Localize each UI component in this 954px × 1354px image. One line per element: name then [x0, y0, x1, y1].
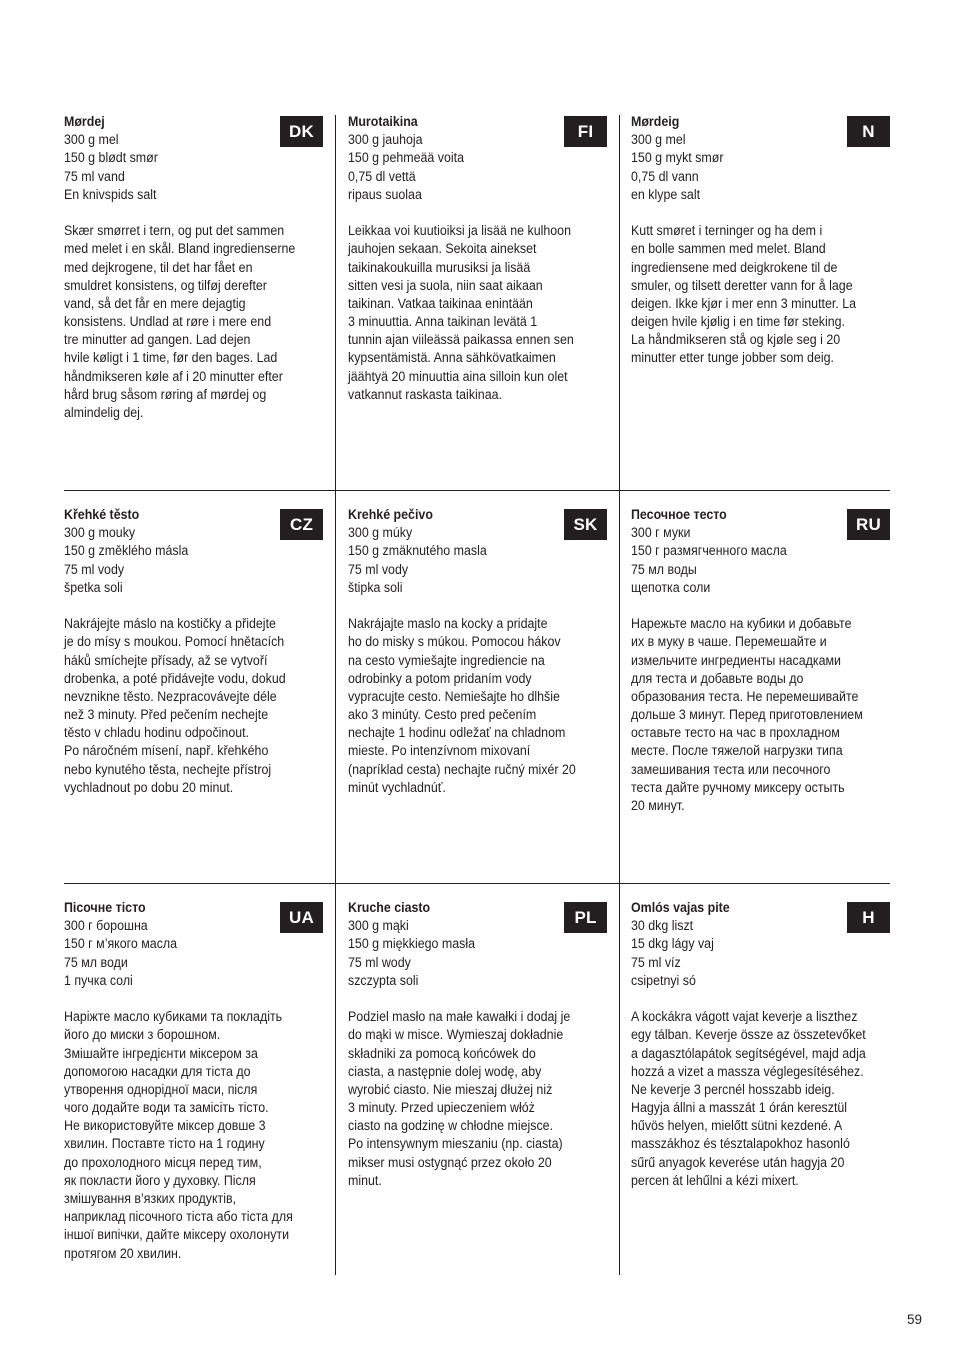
- ingredient-line: 300 g múky: [348, 525, 413, 541]
- language-badge: SK: [564, 509, 607, 540]
- ingredient-line: 30 dkg liszt: [631, 918, 694, 934]
- instructions-paragraph: [348, 1008, 607, 1190]
- ingredient-line: en klype salt: [631, 186, 701, 202]
- instruction-line: Нарежьте масло на кубики и добавьте: [631, 616, 852, 632]
- instruction-line: (napríklad cesta) nechajte ručný mixér 20: [348, 761, 576, 777]
- instruction-line: 3 minuuttia. Anna taikinan levätä 1: [348, 314, 538, 330]
- column-divider: [335, 115, 336, 1275]
- ingredient-line: 150 g mykt smør: [631, 150, 724, 166]
- instruction-line: háků smíchejte přísady, až se vytvoří: [64, 652, 268, 668]
- ingredient-line: 150 г размягченного масла: [631, 543, 787, 559]
- recipe-title: Mørdeig: [631, 114, 680, 129]
- instruction-line: замешивания теста или песочного: [631, 761, 831, 777]
- ingredient-line: 75 мл воды: [631, 561, 697, 577]
- instruction-line: 3 minuty. Przed upieczeniem włóż: [348, 1100, 535, 1116]
- instructions-paragraph: [64, 615, 323, 797]
- instruction-line: Змішайте інгредієнти міксером за: [64, 1045, 258, 1061]
- instruction-line: minutter etter tunge jobber som deig.: [631, 350, 834, 366]
- recipe-text: [348, 899, 607, 1190]
- language-badge: RU: [847, 509, 890, 540]
- instruction-line: egy tálban. Keverje össze az összetevőket: [631, 1027, 866, 1043]
- recipe-title: Kruche ciasto: [348, 900, 431, 915]
- instruction-line: deigen hvile kjølig i en time før steking.: [631, 314, 846, 330]
- language-badge: PL: [564, 902, 607, 933]
- row-divider: [64, 883, 890, 884]
- instruction-line: do mąki w misce. Wymieszaj dokładnie: [348, 1027, 564, 1043]
- instruction-line: змішування в’язких продуктів,: [64, 1191, 237, 1206]
- instruction-line: як покласти його у духовку. Після: [64, 1172, 256, 1188]
- instruction-line: Ne keverje 3 percnél hosszabb ideig.: [631, 1081, 835, 1097]
- instruction-line: minut.: [348, 1172, 382, 1188]
- instruction-line: Podziel masło na małe kawałki i dodaj je: [348, 1009, 571, 1025]
- instruction-line: vypracujte cesto. Nemiešajte ho dlhšie: [348, 688, 560, 704]
- instructions-paragraph: [64, 222, 323, 422]
- ingredient-line: 300 g mel: [64, 132, 119, 148]
- recipe-section-sk: [348, 506, 607, 876]
- instruction-line: оставьте тесто на час в прохладном: [631, 725, 840, 741]
- ingredient-line: 75 ml víz: [631, 954, 681, 970]
- language-badge: FI: [564, 116, 607, 147]
- recipe-title: Пісочне тісто: [64, 900, 146, 915]
- instruction-line: masszákhoz és tésztalapokhoz hasonló: [631, 1136, 850, 1152]
- recipe-text: [64, 113, 323, 422]
- instruction-line: ingrediensene med deigkrokene til de: [631, 259, 838, 275]
- instructions-paragraph: [348, 222, 607, 404]
- ingredient-line: 300 g mouky: [64, 525, 136, 541]
- instruction-line: wyrobić ciasto. Nie mieszaj dłużej niż: [348, 1081, 553, 1097]
- instruction-line: La håndmikseren stå og kjøle seg i 20: [631, 332, 841, 348]
- ingredient-line: 75 ml vody: [348, 561, 409, 577]
- instruction-line: drobenka, a poté přidávejte vodu, dokud: [64, 670, 286, 686]
- instruction-line: vand, så det får en mere dejagtig: [64, 295, 246, 311]
- instruction-line: smuldret konsistens, og tilføj derefter: [64, 277, 267, 293]
- ingredient-line: 150 g miękkiego masła: [348, 936, 476, 952]
- language-badge: DK: [280, 116, 323, 147]
- ingredient-line: ripaus suolaa: [348, 186, 422, 202]
- ingredient-line: 75 ml wody: [348, 954, 411, 970]
- instruction-line: med melet i en skål. Bland ingredienserne: [64, 241, 296, 257]
- column-divider: [619, 115, 620, 1275]
- recipe-title: Krehké pečivo: [348, 507, 433, 522]
- row-divider: [64, 490, 890, 491]
- instruction-line: ciasta, a następnie dolej wodę, aby: [348, 1063, 542, 1079]
- instruction-line: Nakrájejte máslo na kostičky a přidejte: [64, 616, 276, 632]
- ingredient-line: 75 мл води: [64, 954, 128, 970]
- recipe-section-pl: [348, 899, 607, 1269]
- language-badge: H: [847, 902, 890, 933]
- ingredient-line: špetka soli: [64, 579, 123, 595]
- instruction-line: en bolle sammen med melet. Bland: [631, 241, 826, 257]
- ingredient-line: 0,75 dl vettä: [348, 168, 416, 184]
- ingredient-line: szczypta soli: [348, 972, 419, 988]
- instruction-line: хвилин. Поставте тісто на 1 годину: [64, 1136, 265, 1152]
- instruction-line: nechajte 1 hodinu odležať na chladnom: [348, 725, 566, 741]
- ingredient-line: 75 ml vody: [64, 561, 125, 577]
- instruction-line: Nakrájajte maslo na kocky a pridajte: [348, 616, 548, 632]
- instruction-line: 20 минут.: [631, 798, 685, 813]
- instruction-line: измельчите ингредиенты насадками: [631, 652, 841, 668]
- ingredient-line: 75 ml vand: [64, 168, 125, 184]
- instruction-line: образования теста. Не перемешивайте: [631, 688, 859, 704]
- recipe-section-fi: [348, 113, 607, 483]
- instruction-line: almindelig dej.: [64, 405, 144, 420]
- instruction-line: na cesto vymiešajte ingrediencie na: [348, 652, 545, 668]
- instruction-line: протягом 20 хвилин.: [64, 1245, 182, 1261]
- instruction-line: składniki za pomocą końcówek do: [348, 1045, 536, 1061]
- recipe-section-dk: [64, 113, 323, 483]
- instruction-line: месте. После тяжелой нагрузки типа: [631, 743, 843, 759]
- recipe-text: [631, 899, 890, 1190]
- instruction-line: Po náročném mísení, např. křehkého: [64, 743, 269, 759]
- instruction-line: mieste. Po intenzívnom mixovaní: [348, 743, 531, 759]
- instruction-line: A kockákra vágott vajat keverje a liszthez: [631, 1009, 858, 1025]
- instruction-line: deigen. Ikke kjør i mer enn 3 minutter. La: [631, 295, 857, 311]
- instruction-line: taikinakoukuilla murusiksi ja lisää: [348, 259, 531, 275]
- instruction-line: Po intensywnym mieszaniu (np. ciasta): [348, 1136, 563, 1152]
- instruction-line: допомогою насадки для тіста до: [64, 1063, 251, 1079]
- ingredient-line: 300 г муки: [631, 525, 691, 541]
- ingredient-line: 150 g změklého másla: [64, 543, 189, 559]
- instruction-line: tre minutter ad gangen. Lad dejen: [64, 332, 251, 348]
- instruction-line: их в муку в чаше. Перемешайте и: [631, 634, 827, 650]
- ingredient-line: 0,75 dl vann: [631, 168, 699, 184]
- ingredient-line: 300 g mel: [631, 132, 686, 148]
- instruction-line: Наріжте масло кубиками та покладіть: [64, 1009, 283, 1025]
- instruction-line: ho do misky s múkou. Pomocou hákov: [348, 634, 561, 650]
- instruction-line: sűrű anyagok keverése után hagyja 20: [631, 1154, 845, 1170]
- ingredient-line: csipetnyi só: [631, 972, 696, 988]
- instruction-line: чого додайте води та замісіть тісто.: [64, 1100, 269, 1116]
- instructions-paragraph: [631, 1008, 890, 1190]
- instructions-paragraph: [631, 222, 890, 368]
- language-badge: CZ: [280, 509, 323, 540]
- page-number: 59: [906, 1312, 922, 1327]
- recipe-section-h: [631, 899, 890, 1269]
- instruction-line: mikser musi ostygnąć przez około 20: [348, 1154, 552, 1170]
- ingredient-line: 300 g jauhoja: [348, 132, 423, 148]
- instruction-line: Leikkaa voi kuutioiksi ja lisää ne kulhoon: [348, 223, 572, 239]
- instruction-line: těsto v chladu hodinu odpočinout.: [64, 725, 250, 741]
- instruction-line: до прохолодного місця перед тим,: [64, 1154, 262, 1170]
- instruction-line: smuler, og tilsett deretter vann for å lage: [631, 277, 853, 293]
- instruction-line: kypsentämistä. Anna sähkövatkaimen: [348, 350, 556, 366]
- instruction-line: konsistens. Undlad at røre i mere end: [64, 314, 272, 330]
- instruction-line: sitten vesi ja suola, niin saat aikaan: [348, 277, 543, 293]
- recipe-text: [348, 113, 607, 404]
- recipe-title: Mørdej: [64, 114, 105, 129]
- ingredient-line: 150 г м’якого масла: [64, 936, 178, 952]
- instructions-paragraph: [348, 615, 607, 797]
- recipe-text: [64, 899, 323, 1263]
- language-badge: N: [847, 116, 890, 147]
- ingredient-line: En knivspids salt: [64, 186, 157, 202]
- instruction-line: je do mísy s moukou. Pomocí hnětacích: [64, 634, 285, 650]
- instruction-line: ako 3 minúty. Cesto pred pečením: [348, 707, 537, 723]
- instruction-line: дольше 3 минут. Перед приготовлением: [631, 707, 863, 723]
- instructions-paragraph: [631, 615, 890, 815]
- instruction-line: hvile køligt i 1 time, før den bages. Lad: [64, 350, 278, 366]
- language-badge: UA: [280, 902, 323, 933]
- ingredient-line: 150 g blødt smør: [64, 150, 158, 166]
- instruction-line: než 3 minuty. Před pečením nechejte: [64, 707, 269, 723]
- instruction-line: для теста и добавьте воды до: [631, 670, 804, 686]
- instruction-line: утворення однорідної маси, після: [64, 1081, 258, 1097]
- instruction-line: hozzá a vizet a massza véglegesítéséhez.: [631, 1063, 864, 1079]
- recipe-section-ua: [64, 899, 323, 1269]
- ingredient-line: 1 пучка солі: [64, 972, 133, 988]
- instruction-line: vychladnout po dobu 20 minut.: [64, 779, 234, 795]
- instruction-line: ciasto na godzinę w chłodne miejsce.: [348, 1118, 554, 1134]
- ingredient-line: 150 g pehmeää voita: [348, 150, 465, 166]
- ingredient-line: 300 г борошна: [64, 918, 148, 934]
- ingredient-line: 15 dkg lágy vaj: [631, 936, 714, 952]
- recipe-text: [348, 506, 607, 797]
- instruction-line: nebo kynutého těsta, nechejte přístroj: [64, 761, 272, 777]
- instruction-line: наприклад пісочного тіста або тіста для: [64, 1209, 293, 1225]
- ingredient-line: 150 g zmäknutého masla: [348, 543, 487, 559]
- instruction-line: percen át lehűlni a kézi mixert.: [631, 1172, 799, 1188]
- instruction-line: vatkannut raskasta taikinaa.: [348, 386, 502, 402]
- instruction-line: hård brug såsom røring af mørdej og: [64, 386, 267, 402]
- recipe-title: Песочное тесто: [631, 507, 727, 522]
- instruction-line: med dejkrogene, til det har fået en: [64, 259, 253, 275]
- recipe-section-cz: [64, 506, 323, 876]
- recipe-title: Křehké těsto: [64, 507, 140, 522]
- instructions-paragraph: [64, 1008, 323, 1263]
- recipe-text: [631, 506, 890, 815]
- instruction-line: jäähtyä 20 minuuttia aina silloin kun olet: [348, 368, 568, 384]
- recipe-text: [631, 113, 890, 368]
- ingredient-line: щепотка соли: [631, 579, 711, 595]
- instruction-line: теста дайте ручному миксеру остыть: [631, 779, 845, 795]
- recipe-section-ru: [631, 506, 890, 876]
- instruction-line: a dagasztólapátok segítségével, majd adja: [631, 1045, 866, 1061]
- instruction-line: minút vychladnúť.: [348, 779, 446, 795]
- recipe-title: Omlós vajas pite: [631, 900, 730, 915]
- instruction-line: hűvös helyen, mielőtt sütni kezdené. A: [631, 1118, 843, 1134]
- recipe-title: Murotaikina: [348, 114, 418, 129]
- instruction-line: Не використовуйте міксер довше 3: [64, 1118, 266, 1134]
- instruction-line: odrobinky a potom pridaním vody: [348, 670, 532, 686]
- instruction-line: tunnin ajan viileässä paikassa ennen sen: [348, 332, 574, 348]
- instruction-line: håndmikseren køle af i 20 minutter efter: [64, 368, 283, 384]
- ingredient-line: štipka soli: [348, 579, 403, 595]
- instruction-line: його до миски з борошном.: [64, 1027, 221, 1043]
- recipe-text: [64, 506, 323, 797]
- instruction-line: nevznikne těsto. Nezpracovávejte déle: [64, 688, 277, 704]
- instruction-line: Hagyja állni a masszát 1 órán keresztül: [631, 1100, 848, 1116]
- instruction-line: jauhojen sekaan. Sekoita ainekset: [348, 241, 537, 257]
- instruction-line: іншої випічки, дайте міксеру охолонути: [64, 1227, 290, 1243]
- instruction-line: Skær smørret i tern, og put det sammen: [64, 223, 285, 239]
- instruction-line: Kutt smøret i terninger og ha dem i: [631, 223, 823, 239]
- recipe-section-n: [631, 113, 890, 483]
- ingredient-line: 300 g mąki: [348, 918, 409, 934]
- instruction-line: taikinan. Vatkaa taikinaa enintään: [348, 295, 533, 311]
